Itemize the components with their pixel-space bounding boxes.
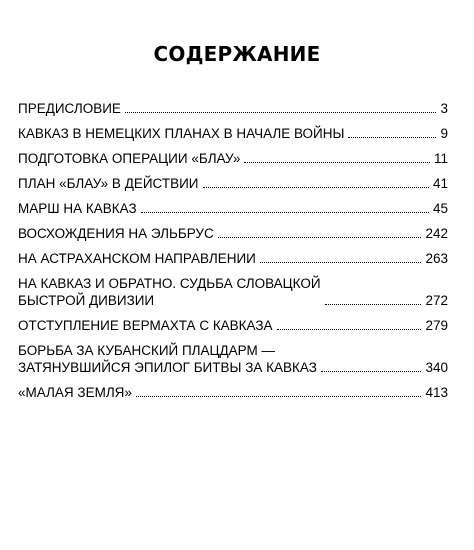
toc-page-number: 45 — [432, 201, 448, 216]
dot-leader — [348, 136, 436, 138]
toc-entry-line: НА АСТРАХАНСКОМ НАПРАВЛЕНИИ — [18, 251, 256, 266]
toc-entry-line: НА КАВКАЗ И ОБРАТНО. СУДЬБА СЛОВАЦКОЙ — [18, 276, 321, 291]
dot-leader — [203, 186, 429, 188]
toc-entry-title — [18, 384, 132, 401]
table-of-contents — [18, 100, 448, 409]
toc-entry-line: БЫСТРОЙ ДИВИЗИИ — [18, 293, 155, 308]
toc-entry-title — [18, 175, 199, 192]
dot-leader — [260, 261, 422, 263]
toc-entry — [18, 100, 448, 117]
toc-entry-line: КАВКАЗ В НЕМЕЦКИХ ПЛАНАХ В НАЧАЛЕ ВОЙНЫ — [18, 126, 345, 141]
page-title: СОДЕРЖАНИЕ — [153, 42, 321, 66]
dot-leader — [244, 161, 430, 163]
dot-leader — [321, 370, 422, 372]
toc-page-number: 3 — [440, 101, 448, 116]
toc-entry-title — [18, 225, 214, 242]
toc-entry-title — [18, 275, 321, 309]
toc-entry — [18, 342, 448, 376]
dot-leader — [141, 211, 429, 213]
toc-entry-line: ВОСХОЖДЕНИЯ НА ЭЛЬБРУС — [18, 226, 214, 241]
toc-entry-title — [18, 250, 256, 267]
toc-entry — [18, 175, 448, 192]
toc-page-number: 340 — [425, 360, 448, 375]
dot-leader — [277, 328, 422, 330]
toc-page-number: 242 — [425, 226, 448, 241]
toc-entry-line: ОТСТУПЛЕНИЕ ВЕРМАХТА С КАВКАЗА — [18, 318, 273, 333]
toc-entry-title — [18, 125, 344, 142]
toc-entry — [18, 150, 448, 167]
dot-leader — [125, 111, 437, 113]
toc-page-number: 279 — [425, 318, 448, 333]
toc-entry-title — [18, 317, 273, 334]
toc-page-number: 263 — [425, 251, 448, 266]
toc-page-number: 9 — [440, 126, 448, 141]
toc-page-number: 272 — [425, 293, 448, 308]
toc-entry-line: БОРЬБА ЗА КУБАНСКИЙ ПЛАЦДАРМ — — [18, 343, 276, 358]
toc-entry-line: МАРШ НА КАВКАЗ — [18, 201, 137, 216]
toc-page-number: 41 — [432, 176, 448, 191]
toc-entry-line: ЗАТЯНУВШИЙСЯ ЭПИЛОГ БИТВЫ ЗА КАВКАЗ — [18, 360, 317, 375]
toc-entry-line: ПЛАН «БЛАУ» В ДЕЙСТВИИ — [18, 176, 199, 191]
toc-entry — [18, 225, 448, 242]
toc-page-number: 413 — [425, 385, 448, 400]
dot-leader — [325, 303, 422, 305]
toc-entry — [18, 125, 448, 142]
toc-entry — [18, 250, 448, 267]
toc-entry-line: ПОДГОТОВКА ОПЕРАЦИИ «БЛАУ» — [18, 151, 241, 166]
toc-entry-title — [18, 150, 240, 167]
toc-page-number: 11 — [433, 151, 448, 166]
toc-entry-line: «МАЛАЯ ЗЕМЛЯ» — [18, 385, 132, 400]
toc-entry — [18, 200, 448, 217]
dot-leader — [136, 395, 422, 397]
toc-entry-title — [18, 342, 317, 376]
toc-entry-title — [18, 200, 137, 217]
toc-entry — [18, 275, 448, 309]
toc-entry-line: ПРЕДИСЛОВИЕ — [18, 101, 121, 116]
toc-entry — [18, 384, 448, 401]
toc-entry-title — [18, 100, 121, 117]
dot-leader — [218, 236, 422, 238]
toc-entry — [18, 317, 448, 334]
